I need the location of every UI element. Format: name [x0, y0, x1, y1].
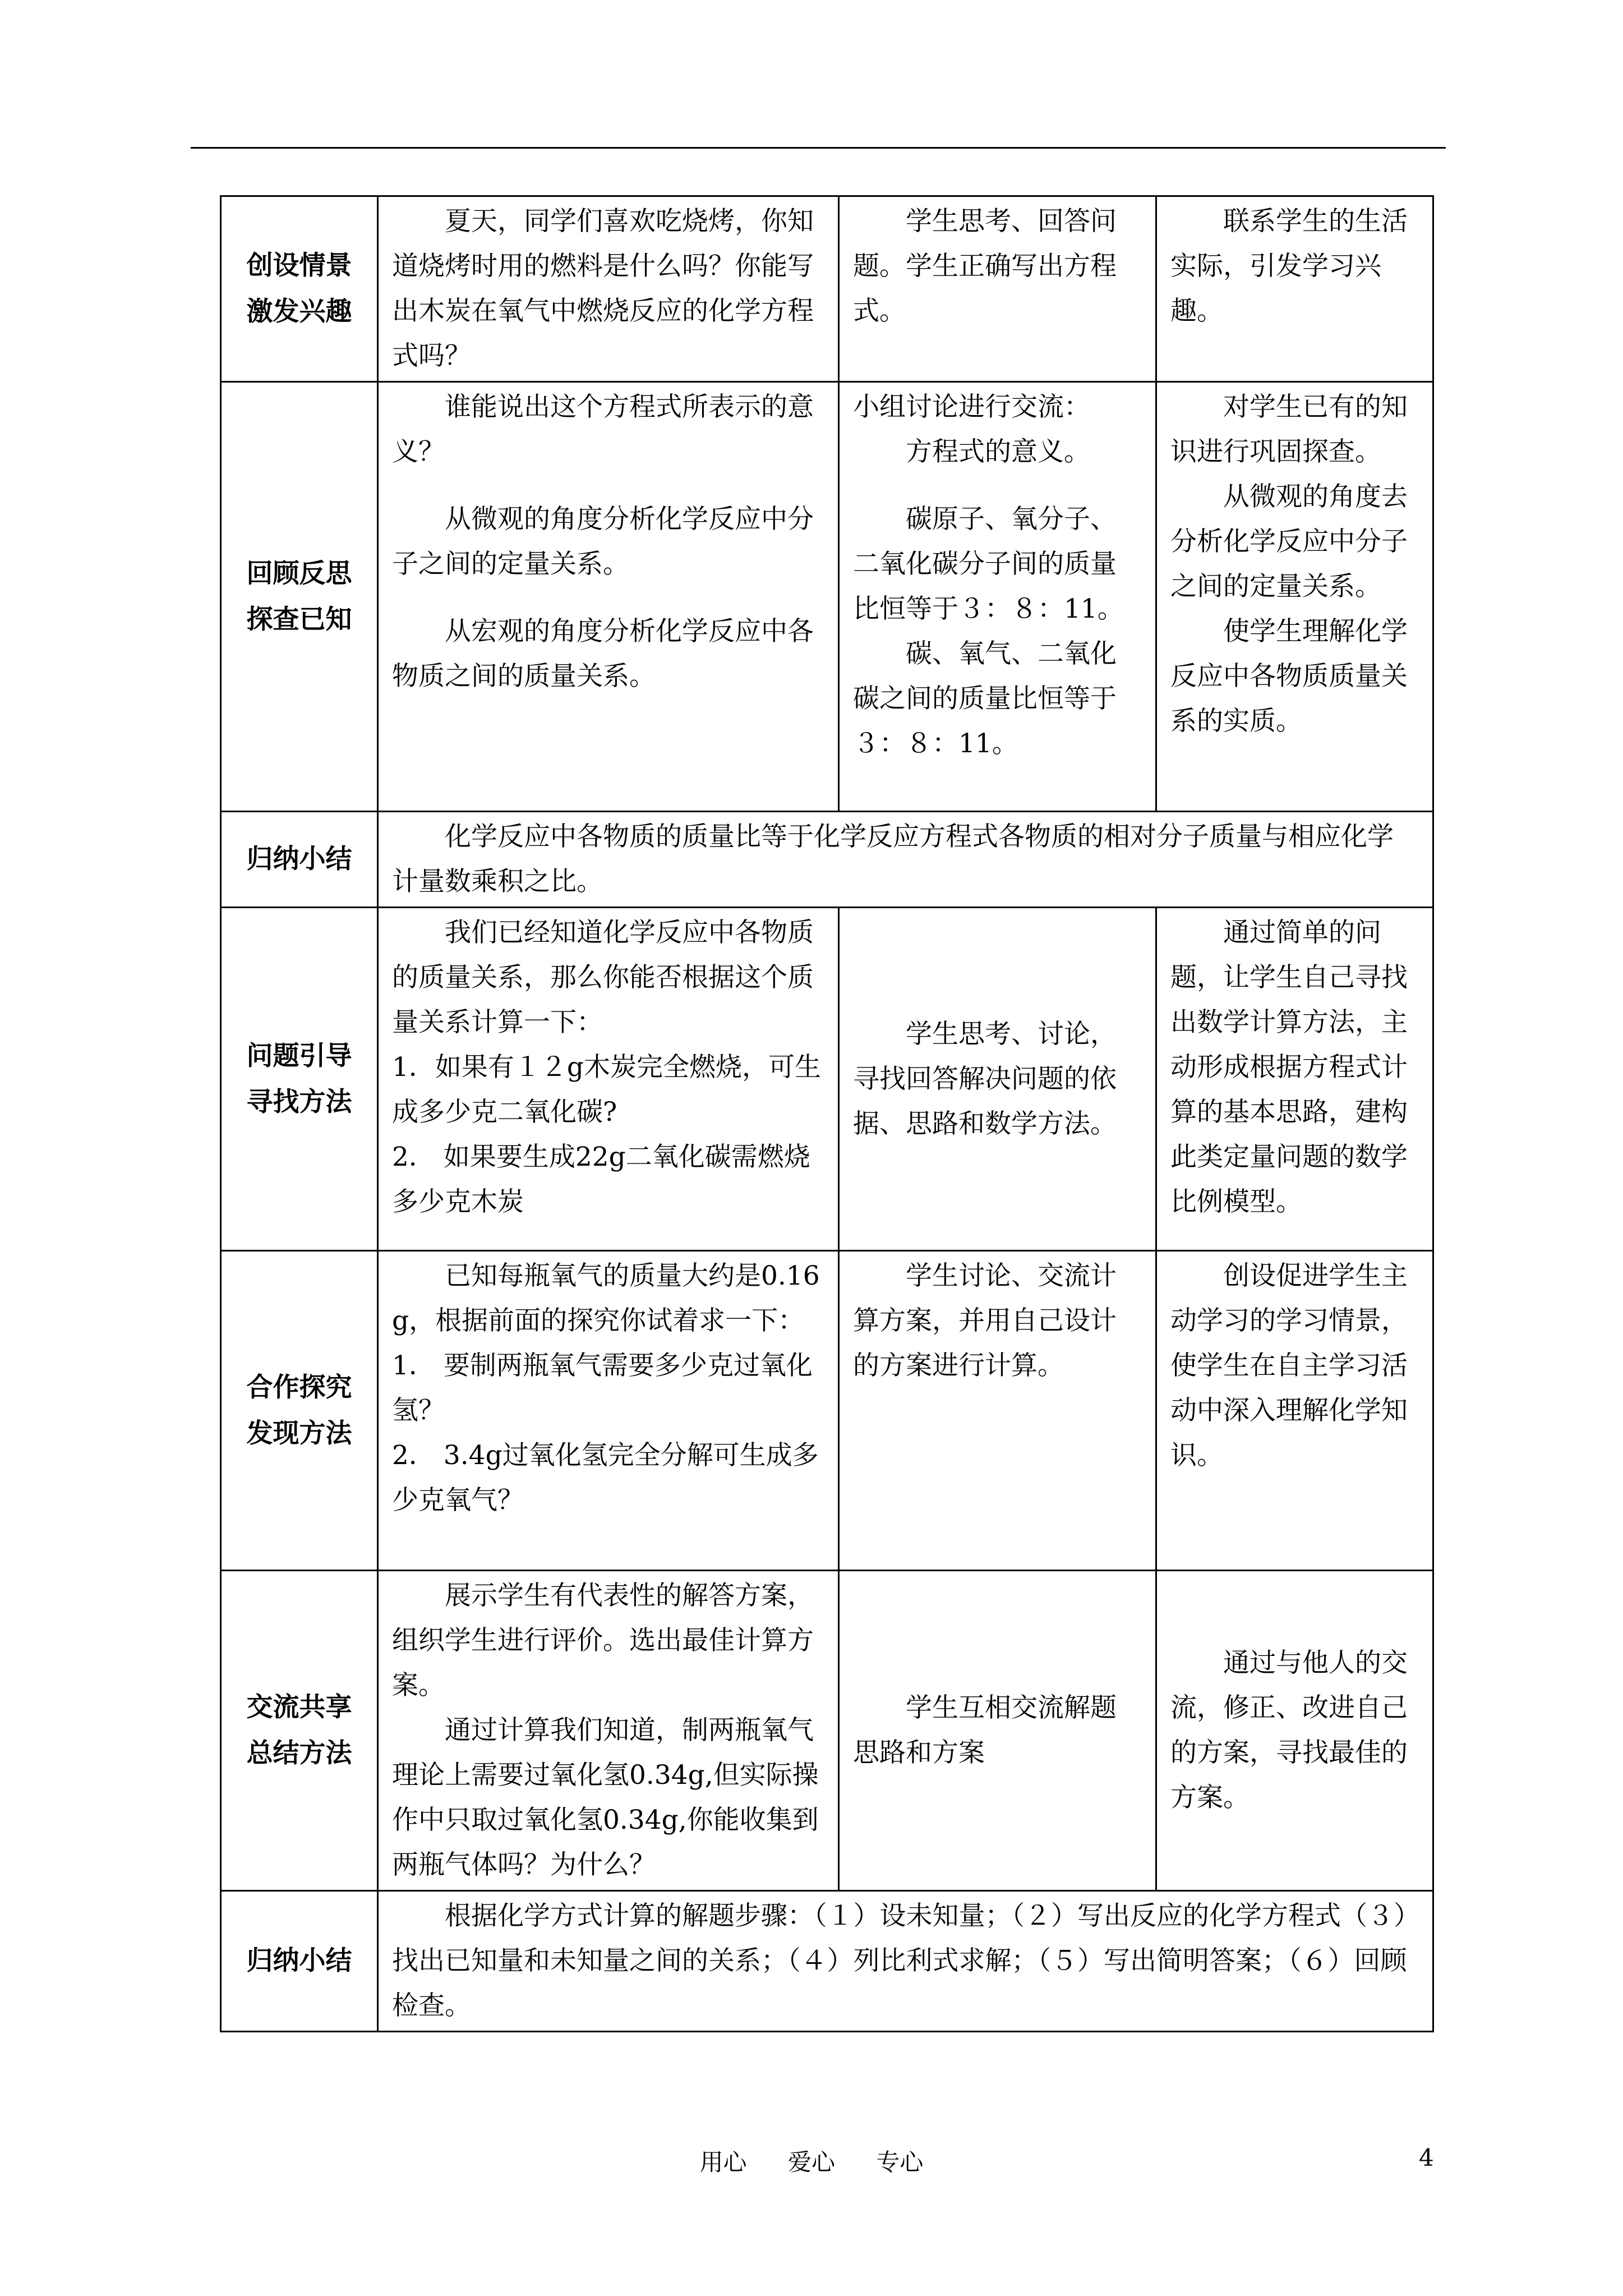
- summary-cell: [378, 1891, 1433, 2032]
- design-intent-cell: [1156, 908, 1433, 1251]
- stage-label: 交流共享: [246, 1692, 352, 1723]
- stage-cell: [221, 812, 378, 908]
- student-text: 学生互相交流解题思路和方案: [853, 1692, 1117, 1768]
- student-text: 学生思考、回答问题。学生正确写出方程式。: [853, 206, 1117, 326]
- intent-text: 创设促进学生主动学习的学习情景，使学生在自主学习活动中深入理解化学知识。: [1170, 1260, 1408, 1471]
- footer-text: 用心: [699, 2148, 747, 2176]
- stage-label: 问题引导: [246, 1040, 352, 1071]
- teacher-activity-cell: [378, 1251, 839, 1571]
- table-row: [221, 1891, 1433, 2032]
- student-activity-cell: [839, 908, 1156, 1251]
- stage-cell: [221, 1251, 378, 1571]
- stage-cell: [221, 382, 378, 812]
- table-row: [221, 382, 1433, 812]
- summary-cell: [378, 812, 1433, 908]
- stage-cell: [221, 196, 378, 382]
- design-intent-cell: [1156, 1251, 1433, 1571]
- question-1: 1． 要制两瓶氧气需要多少克过氧化氢？: [392, 1350, 813, 1426]
- teacher-activity-cell: [378, 1571, 839, 1891]
- stage-label: 寻找方法: [246, 1086, 352, 1117]
- design-intent-cell: [1156, 1571, 1433, 1891]
- footer-text: 爱心: [787, 2148, 835, 2176]
- student-activity-cell: [839, 1571, 1156, 1891]
- page-footer: [0, 2144, 1623, 2178]
- intent-text: 通过与他人的交流，修正、改进自己的方案，寻找最佳的方案。: [1170, 1648, 1408, 1813]
- page-number: 4: [1419, 2144, 1434, 2171]
- summary-text: 根据化学方式计算的解题步骤：（１）设未知量；（２）写出反应的化学方程式（３）找出已知量和未知量之间的关系；（４）列比利式求解；（５）写出简明答案；（６）回顾检查。: [392, 1901, 1407, 2021]
- teacher-text: 夏天，同学们喜欢吃烧烤，你知道烧烤时用的燃料是什么吗？你能写出木炭在氧气中燃烧反应的化学方程式吗？: [392, 206, 814, 371]
- teacher-text: 通过计算我们知道，制两瓶氧气理论上需要过氧化氢0.34g,但实际操作中只取过氧化氢0.34g,你能收集到两瓶气体吗？为什么？: [392, 1715, 819, 1880]
- intent-text: 使学生理解化学反应中各物质质量关系的实质。: [1170, 616, 1408, 737]
- student-text: 碳原子、氧分子、二氧化碳分子间的质量比恒等于３：８：11。: [853, 504, 1124, 624]
- teacher-text: 展示学生有代表性的解答方案，组织学生进行评价。选出最佳计算方案。: [392, 1580, 814, 1701]
- teacher-text: 从微观的角度分析化学反应中分子之间的定量关系。: [392, 504, 814, 579]
- stage-label: 激发兴趣: [246, 296, 352, 327]
- intent-text: 联系学生的生活实际，引发学习兴趣。: [1170, 206, 1408, 326]
- design-intent-cell: [1156, 382, 1433, 812]
- intent-text: 通过简单的问题，让学生自己寻找出数学计算方法，主动形成根据方程式计算的基本思路，建构此类定量问题的数学比例模型。: [1170, 917, 1408, 1217]
- table-row: [221, 1571, 1433, 1891]
- stage-label: 合作探究: [246, 1372, 352, 1403]
- stage-label: 归纳小结: [246, 844, 352, 875]
- teacher-activity-cell: [378, 908, 839, 1251]
- footer-text: 专心: [876, 2148, 924, 2176]
- teacher-activity-cell: [378, 196, 839, 382]
- teacher-text: 谁能说出这个方程式所表示的意义？: [392, 392, 814, 467]
- stage-label: 归纳小结: [246, 1945, 352, 1976]
- table-row: [221, 196, 1433, 382]
- stage-label: 创设情景: [246, 250, 352, 281]
- teacher-text: 从宏观的角度分析化学反应中各物质之间的质量关系。: [392, 616, 814, 692]
- teacher-activity-cell: [378, 382, 839, 812]
- intent-text: 从微观的角度去分析化学反应中分子之间的定量关系。: [1170, 481, 1408, 602]
- stage-label: 总结方法: [246, 1738, 352, 1769]
- stage-cell: [221, 908, 378, 1251]
- student-activity-cell: [839, 1251, 1156, 1571]
- student-text: 学生讨论、交流计算方案，并用自己设计的方案进行计算。: [853, 1260, 1117, 1381]
- student-text: 小组讨论进行交流：: [853, 392, 1090, 422]
- summary-text: 化学反应中各物质的质量比等于化学反应方程式各物质的相对分子质量与相应化学计量数乘积之比。: [392, 821, 1394, 897]
- student-text: 碳、氧气、二氧化碳之间的质量比恒等于３：８：11。: [853, 638, 1117, 759]
- student-text: 方程式的意义。: [906, 436, 1090, 467]
- table-row: [221, 1251, 1433, 1571]
- lesson-plan-table: [220, 195, 1434, 2032]
- stage-label: 探查已知: [246, 604, 352, 635]
- question-2: 2． 如果要生成22g二氧化碳需燃烧多少克木炭: [392, 1142, 810, 1217]
- stage-label: 发现方法: [246, 1418, 352, 1449]
- stage-label: 回顾反思: [246, 558, 352, 589]
- header-rule: [191, 147, 1446, 149]
- table-row: [221, 812, 1433, 908]
- student-activity-cell: [839, 196, 1156, 382]
- stage-cell: [221, 1891, 378, 2032]
- table-row: [221, 908, 1433, 1251]
- design-intent-cell: [1156, 196, 1433, 382]
- stage-cell: [221, 1571, 378, 1891]
- teacher-text: 我们已经知道化学反应中各物质的质量关系，那么你能否根据这个质量关系计算一下：: [392, 917, 814, 1038]
- teacher-text: 已知每瓶氧气的质量大约是0.16g，根据前面的探究你试着求一下：: [392, 1260, 820, 1336]
- intent-text: 对学生已有的知识进行巩固探查。: [1170, 392, 1408, 467]
- student-text: 学生思考、讨论，寻找回答解决问题的依据、思路和数学方法。: [853, 1018, 1117, 1139]
- question-1: 1．如果有１２g木炭完全燃烧，可生成多少克二氧化碳?: [392, 1052, 821, 1128]
- question-2: 2． 3.4g过氧化氢完全分解可生成多少克氧气？: [392, 1440, 819, 1516]
- student-activity-cell: [839, 382, 1156, 812]
